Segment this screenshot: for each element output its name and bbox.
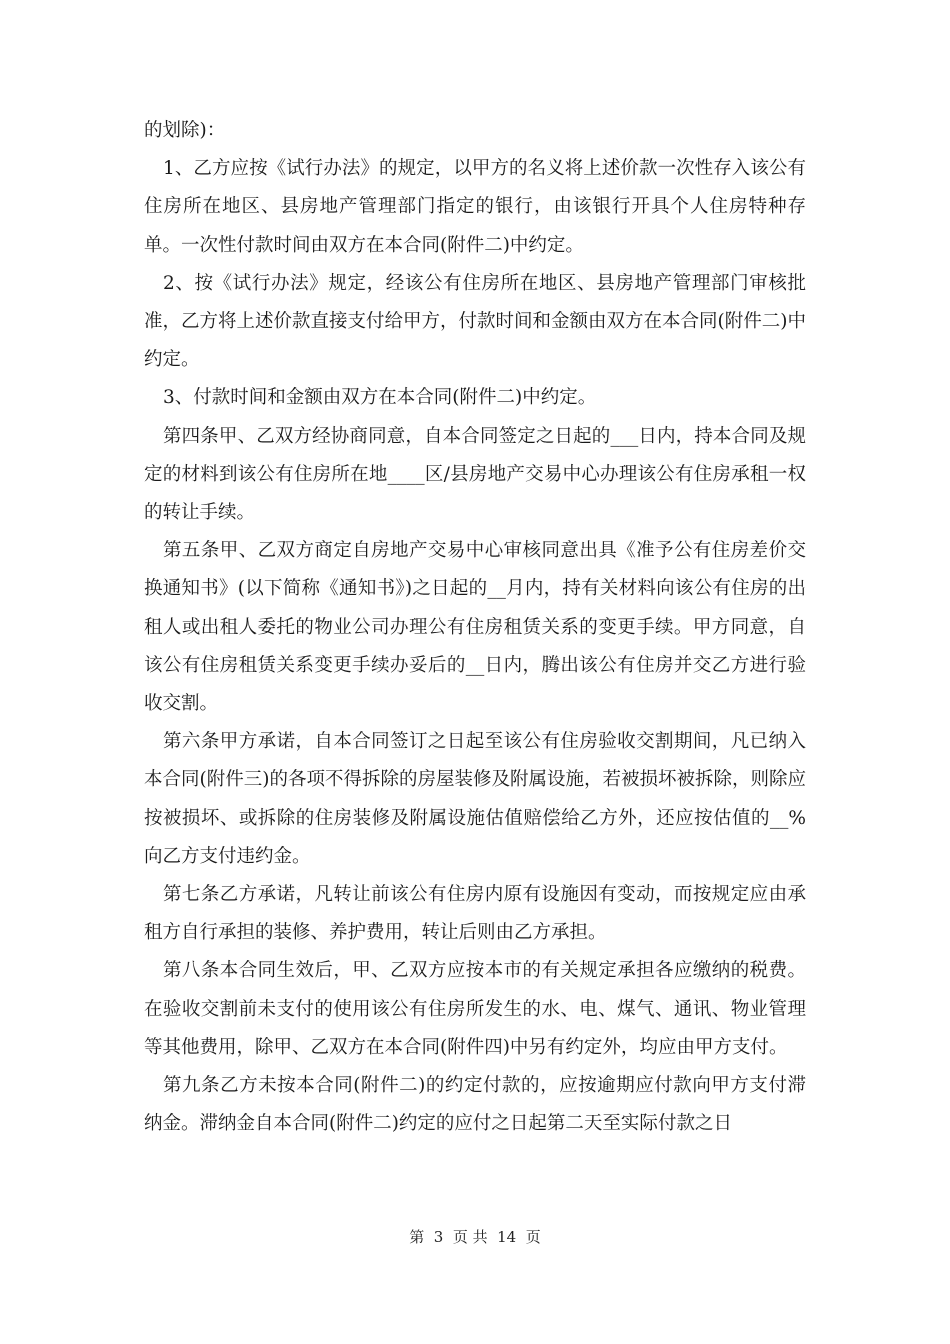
paragraph-article-4: 第四条甲、乙双方经协商同意，自本合同签定之日起的___日内，持本合同及规定的材料到该公有住房所在地____区/县房地产交易中心办理该公有住房承租一权的转让手续。 bbox=[144, 425, 806, 524]
paragraph-payment-option-3: 3、付款时间和金额由双方在本合同(附件二)中约定。 bbox=[163, 387, 597, 409]
page-number-footer: 第 3 页 共 14 页 bbox=[409, 1228, 541, 1246]
paragraph-payment-option-2: 2、按《试行办法》规定，经该公有住房所在地区、县房地产管理部门审核批准，乙方将上述价款直接支付给甲方，付款时间和金额由双方在本合同(附件二)中约定。 bbox=[144, 272, 806, 371]
paragraph-article-5: 第五条甲、乙双方商定自房地产交易中心审核同意出具《准予公有住房差价交换通知书》(以下简称《通知书》)之日起的__月内，持有关材料向该公有住房的出租人或出租人委托的物业公司办理公有住房租赁关系的变更手续。甲方同意，自该公有住房租赁关系变更手续办妥后的__日内，腾出该公有住房并交乙方进行验收交割。 bbox=[144, 540, 806, 715]
paragraph-payment-option-1: 1、乙方应按《试行办法》的规定，以甲方的名义将上述价款一次性存入该公有住房所在地区、县房地产管理部门指定的银行，由该银行开具个人住房特种存单。一次性付款时间由双方在本合同(附件二)中约定。 bbox=[144, 158, 806, 256]
paragraph-continuation: 的划除)： bbox=[144, 120, 226, 141]
paragraph-article-7: 第七条乙方承诺，凡转让前该公有住房内原有设施因有变动，而按规定应由承租方自行承担的装修、养护费用，转让后则由乙方承担。 bbox=[144, 884, 806, 944]
paragraph-article-9: 第九条乙方未按本合同(附件二)的约定付款的，应按逾期应付款向甲方支付滞纳金。滞纳金自本合同(附件二)约定的应付之日起第二天至实际付款之日 bbox=[144, 1075, 806, 1135]
paragraph-article-6: 第六条甲方承诺，自本合同签订之日起至该公有住房验收交割期间，凡已纳入本合同(附件三)的各项不得拆除的房屋装修及附属设施，若被损坏被拆除，则除应按被损坏、或拆除的住房装修及附属设施估值赔偿给乙方外，还应按估值的__%向乙方支付违约金。 bbox=[144, 731, 806, 867]
paragraph-article-8: 第八条本合同生效后，甲、乙双方应按本市的有关规定承担各应缴纳的税费。在验收交割前未支付的使用该公有住房所发生的水、电、煤气、通讯、物业管理等其他费用，除甲、乙双方在本合同(附件四)中另有约定外，均应由甲方支付。 bbox=[144, 960, 806, 1058]
document-body bbox=[144, 112, 806, 1143]
